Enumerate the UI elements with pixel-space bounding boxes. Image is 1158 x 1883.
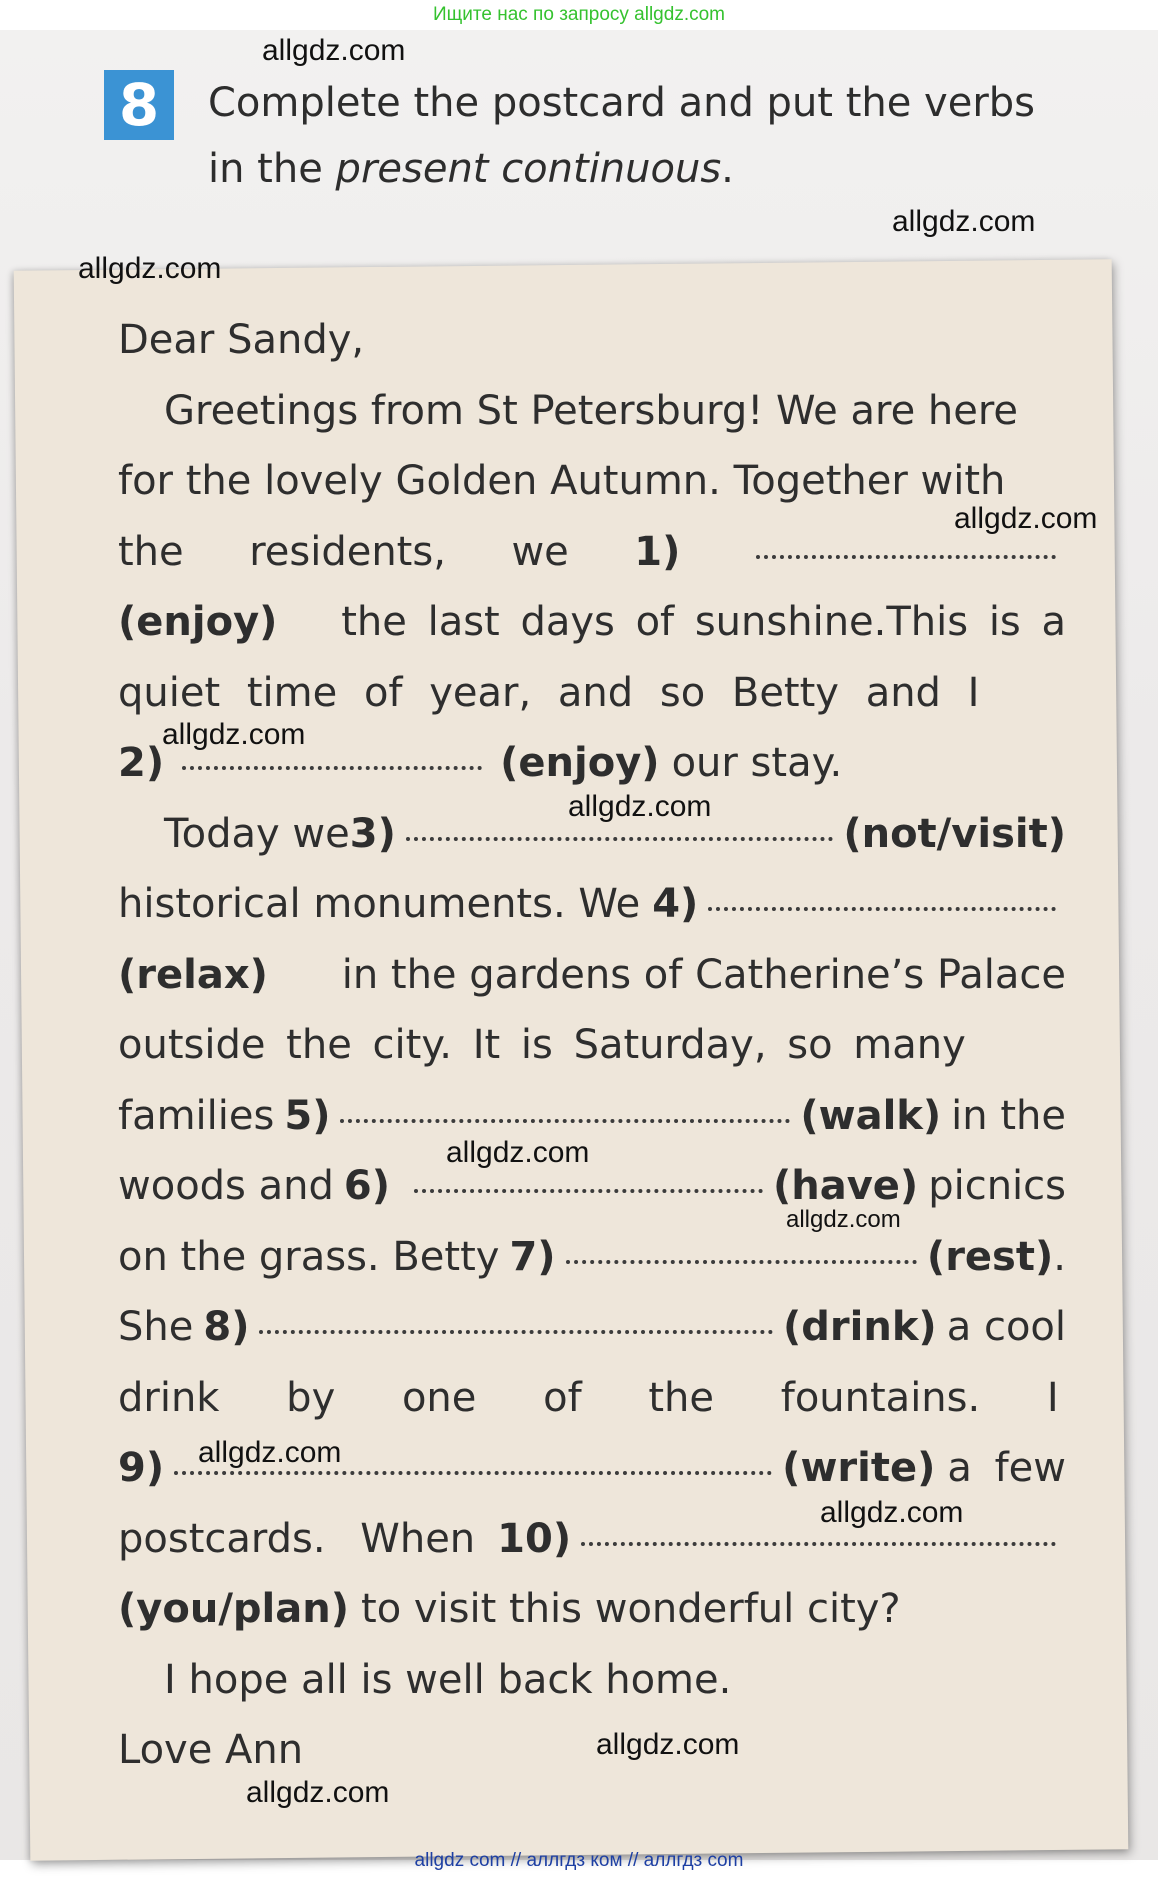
answer-blank-9[interactable] (174, 1471, 772, 1475)
watermark: allgdz.com (162, 718, 306, 751)
verb-hint: (have) (772, 1163, 919, 1209)
text-line: outside the city. It is Saturday, so many (118, 1022, 966, 1068)
watermark: allgdz.com (262, 34, 406, 67)
gap-number: 1) (634, 528, 681, 575)
watermark: allgdz.com (568, 790, 712, 823)
answer-blank-3[interactable] (406, 837, 833, 841)
answer-blank-10[interactable] (581, 1542, 1056, 1546)
gap-number: 9) (118, 1445, 165, 1491)
verb-hint: (enjoy) (118, 599, 278, 645)
gap-number: 8) (203, 1304, 250, 1350)
answer-blank-1[interactable] (756, 555, 1056, 559)
answer-blank-5[interactable] (340, 1119, 790, 1123)
watermark: allgdz.com (786, 1206, 901, 1233)
gap-number: 7) (509, 1233, 556, 1280)
watermark: allgdz.com (246, 1776, 390, 1809)
text-line: the residents, we 1) (118, 517, 1066, 588)
task-instruction (208, 70, 1088, 202)
verb-hint: (drink) (783, 1304, 937, 1350)
watermark: allgdz.com (596, 1728, 740, 1761)
text-line: postcards. When 10) (118, 1504, 1066, 1575)
gap-number: 2) (118, 740, 165, 786)
task-line-2: in the present continuous. (208, 146, 734, 192)
watermark: allgdz.com (78, 252, 222, 285)
text-line: (relax) in the gardens of Catherine’s Palace (118, 940, 1066, 1011)
task-line-1: Complete the postcard and put the verbs (208, 80, 1036, 126)
task-number-badge: 8 (104, 70, 174, 140)
postcard-text (118, 305, 1066, 1786)
text-line: for the lovely Golden Autumn. Together with (118, 458, 1006, 504)
tense-name: present continuous (335, 146, 722, 192)
text-line: Greetings from St Petersburg! We are here (164, 387, 1019, 434)
text-line: drink by one of the fountains. I (118, 1374, 1059, 1421)
watermark: allgdz.com (892, 205, 1036, 238)
watermark: allgdz.com (198, 1436, 342, 1469)
answer-blank-8[interactable] (259, 1330, 773, 1334)
verb-hint: (rest) (926, 1233, 1054, 1280)
answer-blank-2[interactable] (182, 766, 482, 770)
verb-hint: (you/plan) (118, 1586, 350, 1632)
gap-number: 4) (652, 881, 699, 927)
watermark: allgdz.com (954, 502, 1098, 535)
gap-number: 3) (349, 810, 396, 857)
verb-hint: (write) (782, 1445, 936, 1491)
watermark: allgdz.com (820, 1496, 964, 1529)
bottom-banner: allgdz com // аллгдз ком // аллгдз com (414, 1850, 744, 1871)
gap-number: 6) (343, 1163, 390, 1209)
text-line: 2) (enjoy) our stay. (118, 728, 1066, 799)
watermark: allgdz.com (446, 1136, 590, 1169)
greeting: Dear Sandy, (118, 317, 365, 363)
signoff: Love Ann (118, 1727, 304, 1773)
verb-hint: (not/visit) (843, 810, 1066, 857)
text-line: Today we 3) (not/visit) (118, 799, 1066, 870)
gap-number: 10) (497, 1515, 572, 1562)
answer-blank-4[interactable] (708, 907, 1056, 911)
text-line: 9) (write) a few (118, 1433, 1066, 1504)
answer-blank-7[interactable] (566, 1260, 917, 1264)
text-line: I hope all is well back home. (164, 1656, 732, 1703)
text-line: quiet time of year, and so Betty and I (118, 669, 980, 716)
verb-hint: (enjoy) (500, 740, 660, 786)
gap-number: 5) (284, 1092, 331, 1139)
text-line: woods and 6) (have) picnics (118, 1151, 1066, 1222)
text-line: historical monuments. We 4) (118, 869, 1066, 940)
text-line: families 5) (walk) in the (118, 1081, 1066, 1152)
verb-hint: (walk) (800, 1092, 942, 1139)
text-line: (you/plan) to visit this wonderful city? (118, 1574, 1066, 1645)
text-line: (enjoy) the last days of sunshine.This is a (118, 587, 1066, 658)
text-line: on the grass. Betty 7) (rest) . (118, 1222, 1066, 1293)
top-banner: Ищите нас по запросу allgdz.com (432, 4, 725, 25)
text-line: She 8) (drink) a cool (118, 1292, 1066, 1363)
answer-blank-6[interactable] (414, 1189, 763, 1193)
verb-hint: (relax) (118, 951, 268, 998)
